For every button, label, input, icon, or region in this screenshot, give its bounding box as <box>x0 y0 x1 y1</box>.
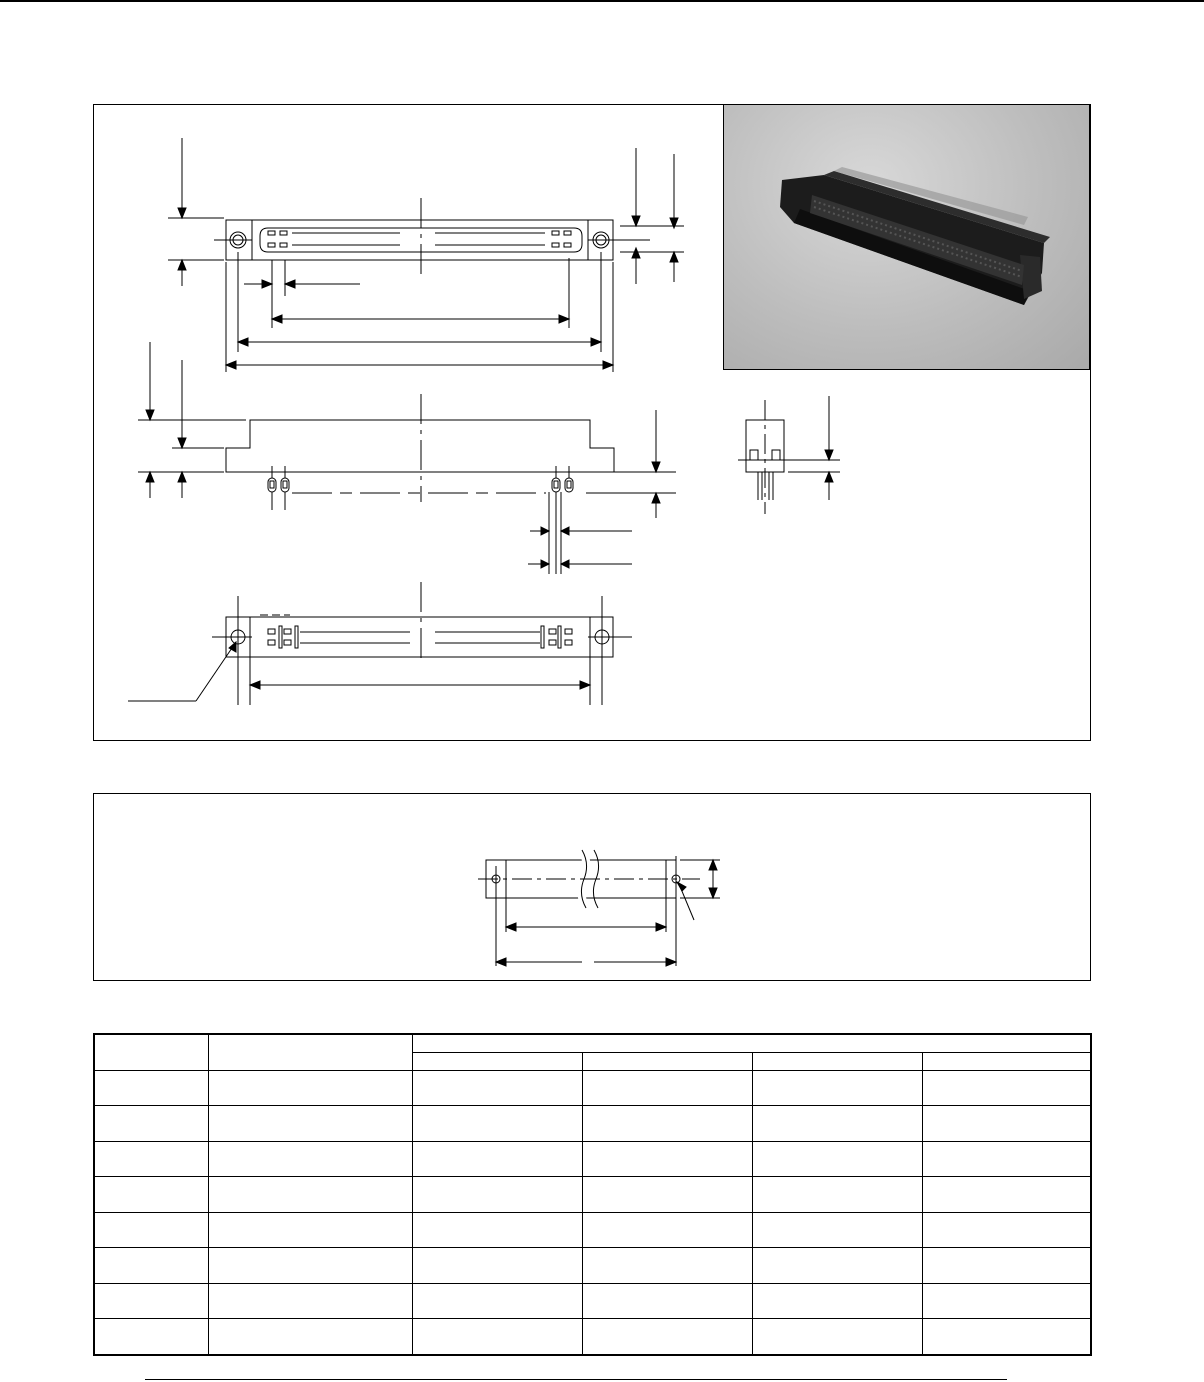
table-cell <box>752 1283 922 1319</box>
table-row <box>94 1212 1091 1248</box>
table-cell <box>94 1177 208 1213</box>
table-row <box>94 1141 1091 1177</box>
top-rule <box>0 0 1204 2</box>
table-cell <box>208 1283 412 1319</box>
table-cell <box>752 1106 922 1142</box>
table-subheader-cell <box>752 1053 922 1070</box>
table-body <box>94 1070 1091 1355</box>
table-cell <box>922 1106 1091 1142</box>
top-view <box>168 138 684 372</box>
table-cell <box>412 1177 582 1213</box>
table-cell <box>752 1319 922 1355</box>
table-cell <box>582 1248 752 1284</box>
table-cell <box>208 1177 412 1213</box>
table-cell <box>208 1319 412 1355</box>
bottom-view <box>128 582 632 705</box>
table-cell <box>412 1141 582 1177</box>
table-cell <box>94 1106 208 1142</box>
connector-photo <box>723 104 1090 370</box>
table-header-row <box>94 1034 1091 1053</box>
table-cell <box>208 1070 412 1106</box>
table-subheader-cell <box>582 1053 752 1070</box>
table-cell <box>94 1283 208 1319</box>
table-cell <box>208 1212 412 1248</box>
table-cell <box>208 1106 412 1142</box>
table-header-cell <box>208 1034 412 1070</box>
table-cell <box>582 1106 752 1142</box>
table-row <box>94 1319 1091 1355</box>
table-cell <box>94 1248 208 1284</box>
bottom-rule <box>145 1379 1007 1380</box>
table-cell <box>582 1283 752 1319</box>
table-cell <box>412 1070 582 1106</box>
table-cell <box>922 1319 1091 1355</box>
table-cell <box>412 1212 582 1248</box>
mounting-panel <box>93 793 1091 981</box>
table-cell <box>582 1177 752 1213</box>
table-cell <box>412 1106 582 1142</box>
table-row <box>94 1106 1091 1142</box>
table-cell <box>922 1070 1091 1106</box>
table-cell <box>752 1177 922 1213</box>
table-cell <box>94 1141 208 1177</box>
table-cell <box>752 1070 922 1106</box>
table-cell <box>412 1248 582 1284</box>
table-cell <box>582 1070 752 1106</box>
table-cell <box>922 1212 1091 1248</box>
table-cell <box>922 1248 1091 1284</box>
table-cell <box>582 1319 752 1355</box>
table-cell <box>94 1212 208 1248</box>
drawing-panel <box>93 104 1091 741</box>
table-cell <box>922 1283 1091 1319</box>
table-row <box>94 1283 1091 1319</box>
table-cell <box>582 1141 752 1177</box>
table-cell <box>752 1248 922 1284</box>
table-cell <box>94 1070 208 1106</box>
table-cell <box>208 1141 412 1177</box>
table-header-group-cell <box>412 1034 1091 1053</box>
table-subheader-cell <box>922 1053 1091 1070</box>
table-header-cell <box>94 1034 208 1070</box>
side-view <box>738 396 840 514</box>
table-cell <box>94 1319 208 1355</box>
table-cell <box>752 1141 922 1177</box>
table-row <box>94 1070 1091 1106</box>
table-cell <box>922 1177 1091 1213</box>
mounting-hole-drawing <box>93 793 1091 981</box>
table-cell <box>582 1212 752 1248</box>
table-cell <box>922 1141 1091 1177</box>
table-subheader-cell <box>412 1053 582 1070</box>
table-row <box>94 1248 1091 1284</box>
table-cell <box>412 1283 582 1319</box>
table-row <box>94 1177 1091 1213</box>
table-cell <box>752 1212 922 1248</box>
dimension-table <box>93 1033 1092 1356</box>
front-view <box>138 342 676 574</box>
table-cell <box>412 1319 582 1355</box>
table-cell <box>208 1248 412 1284</box>
